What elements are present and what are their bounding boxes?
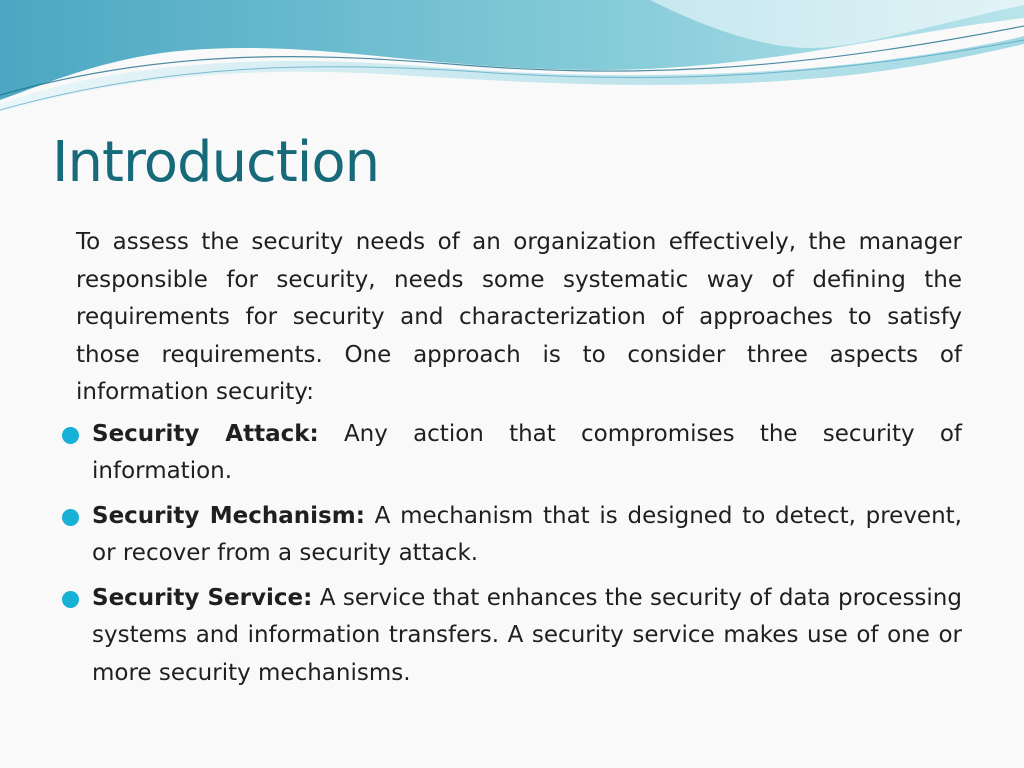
bullet-term: Security Service:: [92, 584, 313, 611]
slide-title: Introduction: [52, 130, 380, 195]
bullet-dot-icon: [62, 591, 79, 608]
slide-content: [60, 224, 962, 699]
bullet-item-security-attack: [60, 416, 962, 491]
bullet-text: A mechanism that is designed to detect, prevent, or recover from a security attack.: [92, 502, 962, 566]
bullet-term: Security Attack:: [92, 420, 319, 447]
bullet-list: [60, 416, 962, 693]
bullet-text: A service that enhances the security of data processing systems and information transfers. A security service makes use of one or more security mechanisms.: [92, 584, 962, 686]
bullet-term: Security Mechanism:: [92, 502, 365, 529]
intro-paragraph: To assess the security needs of an organization effectively, the manager responsible for security, needs some systematic way of defining the requirements for security and characterization of approaches to satisfy those requirements. One approach is to consider three aspects of information security:: [76, 229, 962, 405]
bullet-item-security-mechanism: [60, 498, 962, 573]
bullet-text: Any action that compromises the security of information.: [92, 420, 962, 484]
bullet-item-security-service: [60, 580, 962, 693]
bullet-dot-icon: [62, 427, 79, 444]
bullet-dot-icon: [62, 509, 79, 526]
header-wave-graphic: [0, 0, 1024, 130]
